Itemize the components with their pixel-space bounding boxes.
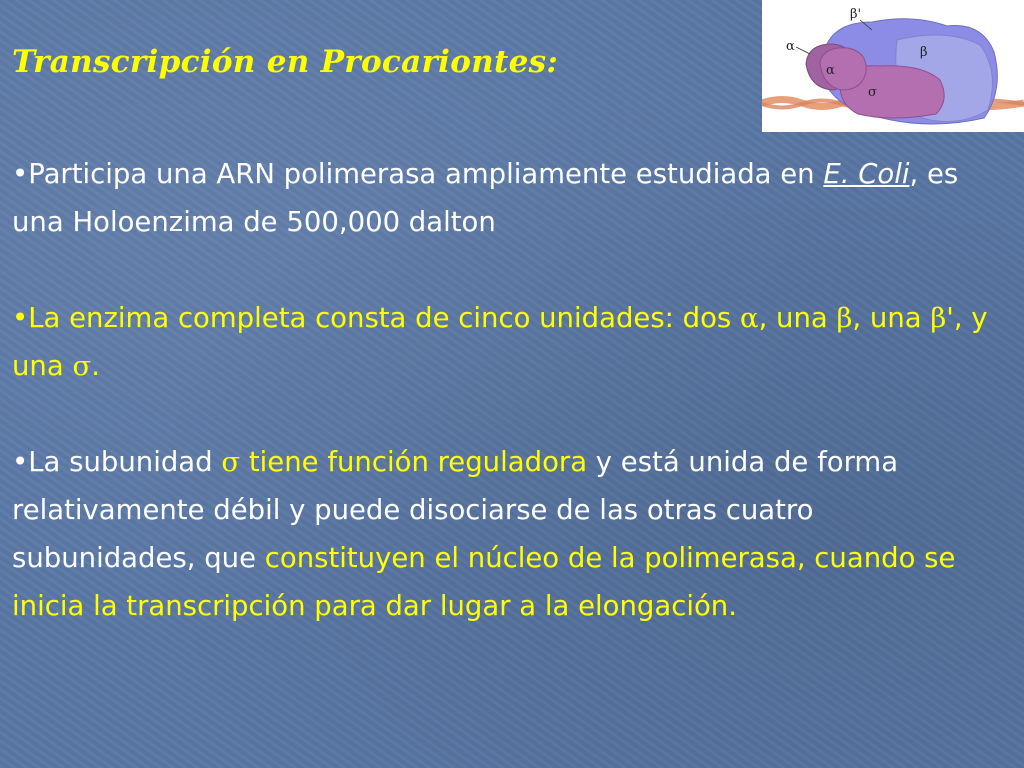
text-run: •Participa una ARN polimerasa ampliamente estudiada en — [12, 158, 824, 190]
label-alpha-inner: α — [826, 63, 835, 78]
text-run: . — [91, 350, 100, 382]
label-beta: β — [920, 45, 928, 60]
bullet-paragraph-1 — [12, 150, 1002, 246]
greek-symbol: β — [930, 302, 947, 334]
text-run: E. Coli — [823, 158, 910, 190]
rna-polymerase-diagram — [762, 0, 1024, 132]
bullet-paragraph-2 — [12, 294, 1002, 390]
text-run: •La subunidad — [12, 446, 222, 478]
label-alpha-outer: α — [786, 39, 795, 54]
text-run: , una — [852, 302, 931, 334]
greek-symbol: α — [740, 302, 759, 334]
greek-symbol: σ — [221, 446, 241, 478]
text-run: y está unida de forma relativamente débil y puede disociarse de las otras cuatro subunidades, que — [12, 446, 899, 574]
bullet-paragraph-3 — [12, 438, 1002, 630]
text-run: , es una Holoenzima de 500,000 dalton — [12, 158, 959, 238]
text-run: constituyen el núcleo de la polimerasa, cuando se inicia la transcripción para dar lugar a la elongación. — [12, 542, 956, 622]
slide-title: Transcripción en Procariontes: — [12, 44, 559, 80]
text-run: , una — [758, 302, 837, 334]
greek-symbol: β — [836, 302, 853, 334]
slide-body — [12, 150, 1002, 630]
polymerase-illustration — [762, 0, 1024, 132]
text-run: tiene función reguladora — [240, 446, 588, 478]
label-sigma: σ — [868, 85, 877, 100]
text-run: •La enzima completa consta de cinco unidades: dos — [12, 302, 740, 334]
text-run: ', y una — [12, 302, 988, 382]
label-beta-prime: β' — [850, 7, 862, 22]
greek-symbol: σ — [72, 350, 92, 382]
